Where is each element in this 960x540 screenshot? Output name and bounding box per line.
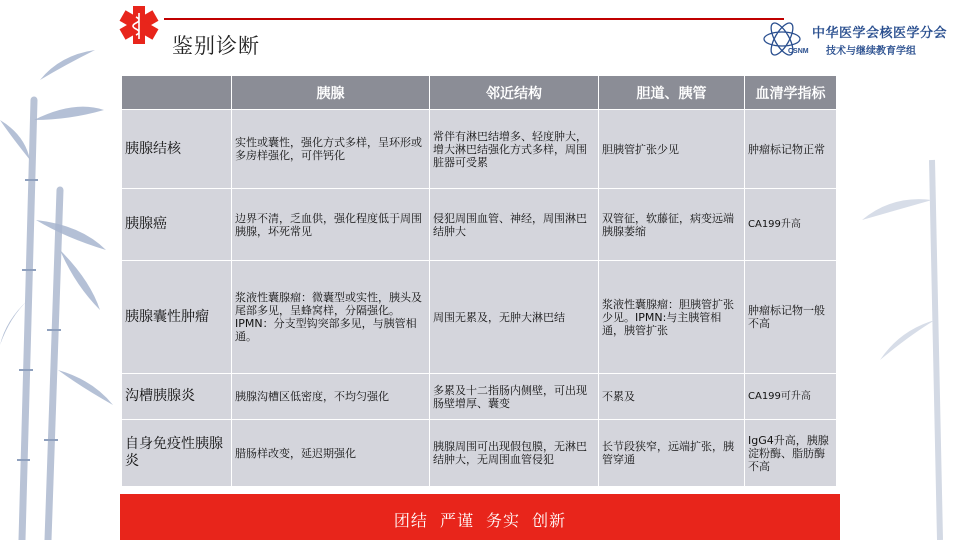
- cell-pancreas: 实性或囊性，强化方式多样，呈环形或多房样强化，可伴钙化: [232, 110, 430, 189]
- medical-cross-icon: [118, 4, 160, 46]
- cell-duct: 浆液性囊腺瘤：胆胰管扩张少见。IPMN:与主胰管相通，胰管扩张: [599, 261, 745, 374]
- row-name: 沟槽胰腺炎: [122, 374, 232, 420]
- header-duct: 胆道、胰管: [599, 76, 745, 110]
- row-name: 胰腺癌: [122, 189, 232, 261]
- cell-pancreas: 腊肠样改变，延迟期强化: [232, 420, 430, 487]
- title-rule: [164, 18, 784, 20]
- cell-duct: 不累及: [599, 374, 745, 420]
- row-name: 胰腺囊性肿瘤: [122, 261, 232, 374]
- cell-adjacent: 多累及十二指肠内侧壁，可出现肠壁增厚、囊变: [430, 374, 599, 420]
- cell-serum: 肿瘤标记物一般不高: [745, 261, 837, 374]
- cell-serum: CA199升高: [745, 189, 837, 261]
- cell-pancreas: 胰腺沟槽区低密度，不均匀强化: [232, 374, 430, 420]
- table-row: [122, 261, 837, 374]
- cell-pancreas: 浆液性囊腺瘤：微囊型或实性，胰头及尾部多见，呈蜂窝样，分隔强化。IPMN：分支型钩突部多见，与胰管相通。: [232, 261, 430, 374]
- header-empty: [122, 76, 232, 110]
- cell-serum: IgG4升高，胰腺淀粉酶、脂肪酶不高: [745, 420, 837, 487]
- bamboo-decoration-right: [840, 120, 960, 540]
- cell-adjacent: 侵犯周围血管、神经，周围淋巴结肿大: [430, 189, 599, 261]
- cell-serum: 肿瘤标记物正常: [745, 110, 837, 189]
- footer-bar: [120, 494, 840, 540]
- csnm-atom-icon: [762, 22, 810, 56]
- row-name: 自身免疫性胰腺炎: [122, 420, 232, 487]
- header-pancreas: 胰腺: [232, 76, 430, 110]
- differential-diagnosis-table: [121, 75, 837, 487]
- cell-duct: 双管征，软藤征，病变远端胰腺萎缩: [599, 189, 745, 261]
- cell-pancreas: 边界不清，乏血供，强化程度低于周围胰腺，坏死常见: [232, 189, 430, 261]
- table-header-row: [122, 76, 837, 110]
- footer-slogan: 团结 严谨 务实 创新: [393, 511, 567, 530]
- bamboo-decoration: [0, 40, 120, 540]
- org-subtitle: 技术与继续教育学组: [826, 46, 916, 57]
- header-adjacent: 邻近结构: [430, 76, 599, 110]
- row-name: 胰腺结核: [122, 110, 232, 189]
- cell-adjacent: 常伴有淋巴结增多、轻度肿大，增大淋巴结强化方式多样，周围脏器可受累: [430, 110, 599, 189]
- logo-text: CSNM: [788, 48, 809, 55]
- table-row: [122, 189, 837, 261]
- cell-duct: 长节段狭窄，远端扩张，胰管穿通: [599, 420, 745, 487]
- header-serum: 血清学指标: [745, 76, 837, 110]
- cell-duct: 胆胰管扩张少见: [599, 110, 745, 189]
- table-row: [122, 374, 837, 420]
- table-row: [122, 110, 837, 189]
- page-title: 鉴别诊断: [172, 34, 260, 58]
- table-row: [122, 420, 837, 487]
- cell-adjacent: 周围无累及，无肿大淋巴结: [430, 261, 599, 374]
- org-name: 中华医学会核医学分会: [812, 26, 948, 41]
- cell-adjacent: 胰腺周围可出现假包膜，无淋巴结肿大，无周围血管侵犯: [430, 420, 599, 487]
- cell-serum: CA199可升高: [745, 374, 837, 420]
